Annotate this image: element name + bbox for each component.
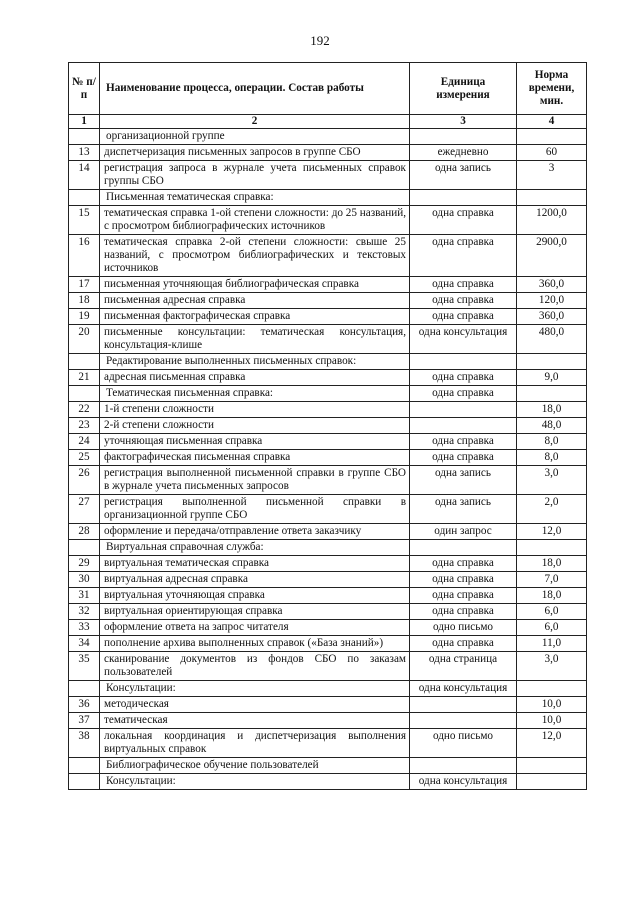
table-row bbox=[69, 206, 587, 235]
table-row bbox=[69, 450, 587, 466]
row-number: 38 bbox=[69, 729, 100, 758]
row-unit bbox=[410, 540, 517, 556]
header-index: 4 bbox=[517, 115, 587, 129]
row-time: 3,0 bbox=[517, 466, 587, 495]
row-number: 33 bbox=[69, 620, 100, 636]
row-name: 2-й степени сложности bbox=[100, 418, 410, 434]
row-name: Тематическая письменная справка: bbox=[100, 386, 410, 402]
row-unit: одна справка bbox=[410, 636, 517, 652]
row-time: 2,0 bbox=[517, 495, 587, 524]
row-name: Библиографическое обучение пользователей bbox=[100, 758, 410, 774]
row-name: письменная фактографическая справка bbox=[100, 309, 410, 325]
table-row bbox=[69, 524, 587, 540]
row-name: диспетчеризация письменных запросов в группе СБО bbox=[100, 145, 410, 161]
table-row bbox=[69, 309, 587, 325]
row-time: 1200,0 bbox=[517, 206, 587, 235]
row-unit: одна справка bbox=[410, 450, 517, 466]
header-name: Наименование процесса, операции. Состав работы bbox=[100, 63, 410, 115]
row-number: 22 bbox=[69, 402, 100, 418]
row-time: 2900,0 bbox=[517, 235, 587, 277]
row-time bbox=[517, 129, 587, 145]
row-name: уточняющая письменная справка bbox=[100, 434, 410, 450]
row-time: 60 bbox=[517, 145, 587, 161]
table-row bbox=[69, 386, 587, 402]
row-unit bbox=[410, 354, 517, 370]
row-number bbox=[69, 354, 100, 370]
row-name: виртуальная тематическая справка bbox=[100, 556, 410, 572]
row-name: письменная адресная справка bbox=[100, 293, 410, 309]
table-row bbox=[69, 277, 587, 293]
table-row bbox=[69, 540, 587, 556]
row-number: 35 bbox=[69, 652, 100, 681]
row-name: Письменная тематическая справка: bbox=[100, 190, 410, 206]
header-index: 2 bbox=[100, 115, 410, 129]
row-number: 16 bbox=[69, 235, 100, 277]
row-name: виртуальная уточняющая справка bbox=[100, 588, 410, 604]
table-row bbox=[69, 774, 587, 790]
row-time bbox=[517, 774, 587, 790]
row-name: методическая bbox=[100, 697, 410, 713]
table-row bbox=[69, 652, 587, 681]
row-number: 15 bbox=[69, 206, 100, 235]
row-name: тематическая bbox=[100, 713, 410, 729]
row-number bbox=[69, 386, 100, 402]
table-row bbox=[69, 145, 587, 161]
norms-table bbox=[68, 62, 587, 790]
row-unit: одна справка bbox=[410, 293, 517, 309]
row-time bbox=[517, 386, 587, 402]
header-unit: Единица измерения bbox=[410, 63, 517, 115]
row-number: 14 bbox=[69, 161, 100, 190]
row-number: 19 bbox=[69, 309, 100, 325]
row-name: оформление и передача/отправление ответа заказчику bbox=[100, 524, 410, 540]
row-time: 3 bbox=[517, 161, 587, 190]
row-unit: одна справка bbox=[410, 370, 517, 386]
row-unit bbox=[410, 758, 517, 774]
row-name: тематическая справка 1-ой степени сложности: до 25 названий, с просмотром библиографических источников bbox=[100, 206, 410, 235]
row-number: 25 bbox=[69, 450, 100, 466]
row-name: фактографическая письменная справка bbox=[100, 450, 410, 466]
row-unit: одна запись bbox=[410, 161, 517, 190]
table-row bbox=[69, 588, 587, 604]
table-row bbox=[69, 604, 587, 620]
row-time: 9,0 bbox=[517, 370, 587, 386]
table-row bbox=[69, 418, 587, 434]
table-row bbox=[69, 402, 587, 418]
row-unit: одна справка bbox=[410, 309, 517, 325]
table-row bbox=[69, 161, 587, 190]
row-number bbox=[69, 758, 100, 774]
row-number: 34 bbox=[69, 636, 100, 652]
row-time: 10,0 bbox=[517, 713, 587, 729]
row-time: 18,0 bbox=[517, 588, 587, 604]
table-row bbox=[69, 697, 587, 713]
row-number: 30 bbox=[69, 572, 100, 588]
row-name: 1-й степени сложности bbox=[100, 402, 410, 418]
row-unit: ежедневно bbox=[410, 145, 517, 161]
row-name: организационной группе bbox=[100, 129, 410, 145]
row-unit bbox=[410, 402, 517, 418]
table-body bbox=[69, 129, 587, 790]
row-name: оформление ответа на запрос читателя bbox=[100, 620, 410, 636]
header-num: № п/п bbox=[69, 63, 100, 115]
row-time: 48,0 bbox=[517, 418, 587, 434]
row-time bbox=[517, 681, 587, 697]
row-name: виртуальная адресная справка bbox=[100, 572, 410, 588]
row-unit: одна справка bbox=[410, 572, 517, 588]
row-time: 10,0 bbox=[517, 697, 587, 713]
table-row bbox=[69, 235, 587, 277]
row-unit: одна справка bbox=[410, 235, 517, 277]
row-number bbox=[69, 190, 100, 206]
table-row bbox=[69, 495, 587, 524]
row-time: 7,0 bbox=[517, 572, 587, 588]
row-time bbox=[517, 190, 587, 206]
row-name: регистрация запроса в журнале учета письменных справок группы СБО bbox=[100, 161, 410, 190]
table-row bbox=[69, 354, 587, 370]
row-unit bbox=[410, 418, 517, 434]
row-time: 8,0 bbox=[517, 450, 587, 466]
row-time: 360,0 bbox=[517, 277, 587, 293]
row-number: 20 bbox=[69, 325, 100, 354]
row-unit: одна справка bbox=[410, 206, 517, 235]
table-row bbox=[69, 713, 587, 729]
row-time: 6,0 bbox=[517, 604, 587, 620]
header-index: 3 bbox=[410, 115, 517, 129]
row-time: 12,0 bbox=[517, 524, 587, 540]
row-number: 23 bbox=[69, 418, 100, 434]
row-unit: одно письмо bbox=[410, 729, 517, 758]
header-index: 1 bbox=[69, 115, 100, 129]
table-row bbox=[69, 556, 587, 572]
row-time bbox=[517, 540, 587, 556]
table-row bbox=[69, 620, 587, 636]
row-number: 37 bbox=[69, 713, 100, 729]
row-time: 3,0 bbox=[517, 652, 587, 681]
table-row bbox=[69, 325, 587, 354]
row-unit: одна консультация bbox=[410, 774, 517, 790]
row-unit: один запрос bbox=[410, 524, 517, 540]
row-name: виртуальная ориентирующая справка bbox=[100, 604, 410, 620]
row-number bbox=[69, 681, 100, 697]
table-row bbox=[69, 466, 587, 495]
row-time bbox=[517, 758, 587, 774]
row-unit: одна справка bbox=[410, 604, 517, 620]
row-unit: одна страница bbox=[410, 652, 517, 681]
row-number: 32 bbox=[69, 604, 100, 620]
row-time: 6,0 bbox=[517, 620, 587, 636]
row-time: 11,0 bbox=[517, 636, 587, 652]
row-time: 18,0 bbox=[517, 402, 587, 418]
row-unit: одна справка bbox=[410, 277, 517, 293]
row-unit: одно письмо bbox=[410, 620, 517, 636]
row-time: 8,0 bbox=[517, 434, 587, 450]
row-name: Редактирование выполненных письменных справок: bbox=[100, 354, 410, 370]
row-number bbox=[69, 774, 100, 790]
row-name: Виртуальная справочная служба: bbox=[100, 540, 410, 556]
row-time: 360,0 bbox=[517, 309, 587, 325]
row-name: локальная координация и диспетчеризация выполнения виртуальных справок bbox=[100, 729, 410, 758]
table-row bbox=[69, 729, 587, 758]
row-number: 21 bbox=[69, 370, 100, 386]
row-number bbox=[69, 540, 100, 556]
row-name: регистрация выполненной письменной справки в организационной группе СБО bbox=[100, 495, 410, 524]
table-row bbox=[69, 636, 587, 652]
row-name: письменная уточняющая библиографическая справка bbox=[100, 277, 410, 293]
table-row bbox=[69, 129, 587, 145]
table-row bbox=[69, 434, 587, 450]
row-name: Консультации: bbox=[100, 774, 410, 790]
row-time: 18,0 bbox=[517, 556, 587, 572]
row-number: 36 bbox=[69, 697, 100, 713]
row-number: 17 bbox=[69, 277, 100, 293]
table-row bbox=[69, 572, 587, 588]
row-number bbox=[69, 129, 100, 145]
row-name: письменные консультации: тематическая консультация, консультация-клише bbox=[100, 325, 410, 354]
row-number: 31 bbox=[69, 588, 100, 604]
row-name: регистрация выполненной письменной справки в группе СБО в журнале учета письменных запросов bbox=[100, 466, 410, 495]
row-number: 27 bbox=[69, 495, 100, 524]
row-unit: одна запись bbox=[410, 495, 517, 524]
row-number: 18 bbox=[69, 293, 100, 309]
row-unit: одна справка bbox=[410, 434, 517, 450]
row-unit: одна консультация bbox=[410, 681, 517, 697]
row-unit: одна справка bbox=[410, 386, 517, 402]
row-name: сканирование документов из фондов СБО по заказам пользователей bbox=[100, 652, 410, 681]
row-unit: одна консультация bbox=[410, 325, 517, 354]
row-name: тематическая справка 2-ой степени сложности: свыше 25 названий, с просмотром библиографических и текстовых источников bbox=[100, 235, 410, 277]
row-unit bbox=[410, 713, 517, 729]
row-number: 24 bbox=[69, 434, 100, 450]
row-unit: одна справка bbox=[410, 588, 517, 604]
row-name: адресная письменная справка bbox=[100, 370, 410, 386]
row-time bbox=[517, 354, 587, 370]
row-name: Консультации: bbox=[100, 681, 410, 697]
row-unit: одна запись bbox=[410, 466, 517, 495]
row-number: 29 bbox=[69, 556, 100, 572]
row-name: пополнение архива выполненных справок («База знаний») bbox=[100, 636, 410, 652]
row-time: 480,0 bbox=[517, 325, 587, 354]
row-time: 12,0 bbox=[517, 729, 587, 758]
table-row bbox=[69, 758, 587, 774]
page-number: 192 bbox=[310, 33, 330, 48]
row-unit bbox=[410, 129, 517, 145]
table-row bbox=[69, 190, 587, 206]
table-row bbox=[69, 370, 587, 386]
row-number: 26 bbox=[69, 466, 100, 495]
row-number: 28 bbox=[69, 524, 100, 540]
table-row bbox=[69, 293, 587, 309]
row-unit bbox=[410, 697, 517, 713]
row-unit: одна справка bbox=[410, 556, 517, 572]
header-time: Норма времени, мин. bbox=[517, 63, 587, 115]
row-number: 13 bbox=[69, 145, 100, 161]
row-time: 120,0 bbox=[517, 293, 587, 309]
table-row bbox=[69, 681, 587, 697]
row-unit bbox=[410, 190, 517, 206]
